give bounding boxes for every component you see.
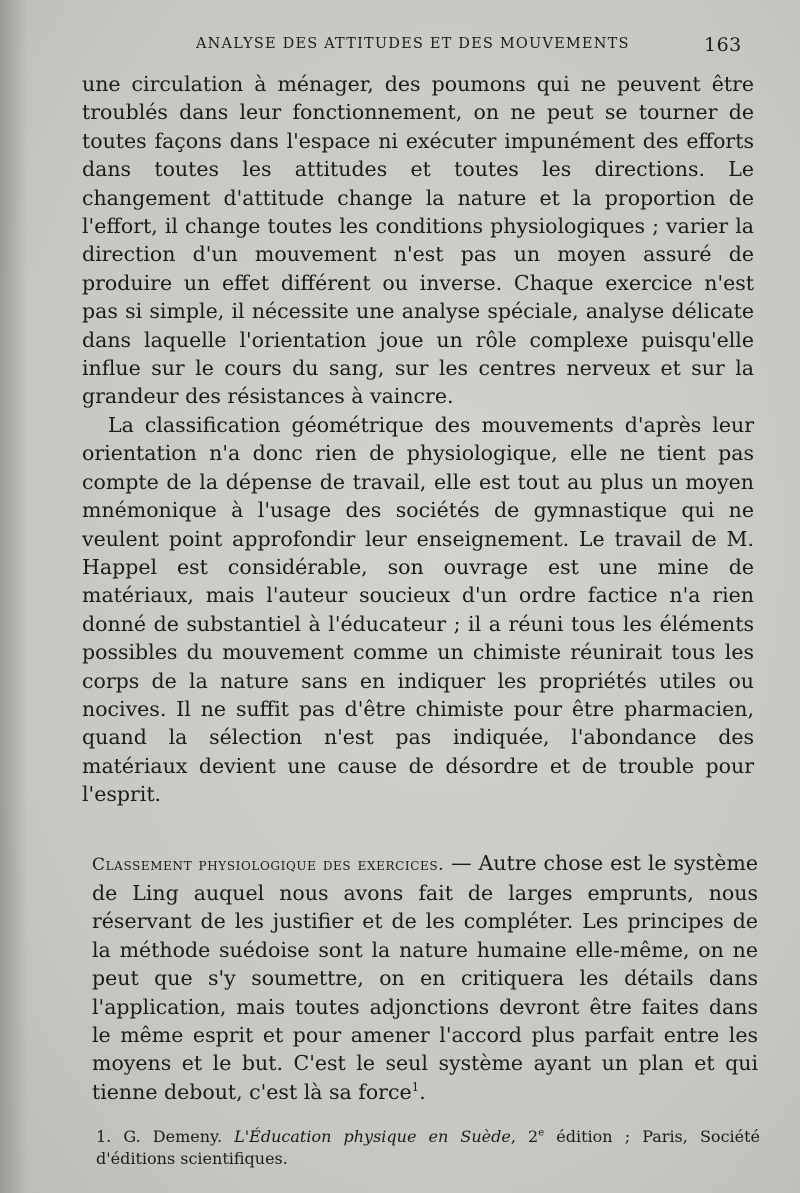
page-header	[0, 36, 800, 60]
paragraph: une circulation à ménager, des poumons qui ne peuvent être troublés dans leur fonctionnement, on ne peut se tourner de toutes façons dans l'espace ni exécuter impunément des efforts dans toutes les attitudes et toutes les directions. Le changement d'attitude change la nature et la proportion de l'effort, il change toutes les conditions physiologiques ; varier la direction d'un mouvement n'est pas un moyen assuré de produire un effet différent ou inverse. Chaque exercice n'est pas si simple, il nécessite une analyse spéciale, analyse délicate dans laquelle l'orientation joue un rôle complexe puisqu'elle influe sur le cours du sang, sur les centres nerveux et sur la grandeur des résistances à vaincre.	[82, 72, 754, 409]
body-text	[82, 70, 754, 809]
page-gutter-shadow	[0, 0, 28, 1193]
paragraph: La classification géométrique des mouvements d'après leur orientation n'a donc rien de physiologique, elle ne tient pas compte de la dépense de travail, elle est tout au plus un moyen mnémonique à l'usage des sociétés de gymnastique qui ne veulent point approfondir leur enseignement. Le travail de M. Happel est considérable, son ouvrage est une mine de matériaux, mais l'auteur soucieux d'un ordre factice n'a rien donné de substantiel à l'éducateur ; il a réuni tous les éléments possibles du mouvement comme un chimiste réunirait tous les corps de la nature sans en indiquer les propriétés utiles ou nocives. Il ne suffit pas d'être chimiste pour être pharmacien, quand la sélection n'est pas indiquée, l'abondance des matériaux devient une cause de désordre et de trouble pour l'esprit.	[82, 412, 754, 807]
footnote-title: L'Éducation physique en Suède	[234, 1127, 511, 1146]
section-heading: Classement physiologique des exercices.	[92, 854, 445, 875]
section-paragraph	[92, 849, 758, 1107]
footnote	[96, 1126, 760, 1170]
footnote-reference[interactable]: 1	[411, 1079, 420, 1094]
page-number: 163	[704, 34, 742, 56]
footnote-number: 1.	[96, 1127, 112, 1146]
footnote-edition: , 2	[510, 1127, 539, 1146]
footnote-publisher: édition ; Paris, Société d'éditions scientifiques.	[96, 1127, 761, 1168]
running-title: ANALYSE DES ATTITUDES ET DES MOUVEMENTS	[196, 36, 630, 52]
footnote-edition-superscript: e	[538, 1127, 545, 1139]
section-text: — Autre chose est le système de Ling auquel nous avons fait de larges emprunts, nous réservant de les justifier et de les compléter. Les principes de la méthode suédoise sont la nature humaine elle-même, on ne peut que s'y soumettre, on en critiquera les détails dans l'application, mais toutes adjonctions devront être faites dans le même esprit et pour amener l'accord plus parfait entre les moyens et le but. C'est le seul système ayant un plan et qui tienne debout, c'est là sa force	[92, 850, 758, 1104]
footnote-author: G. Demeny.	[111, 1127, 235, 1146]
section-end-punctuation: .	[419, 1079, 426, 1104]
